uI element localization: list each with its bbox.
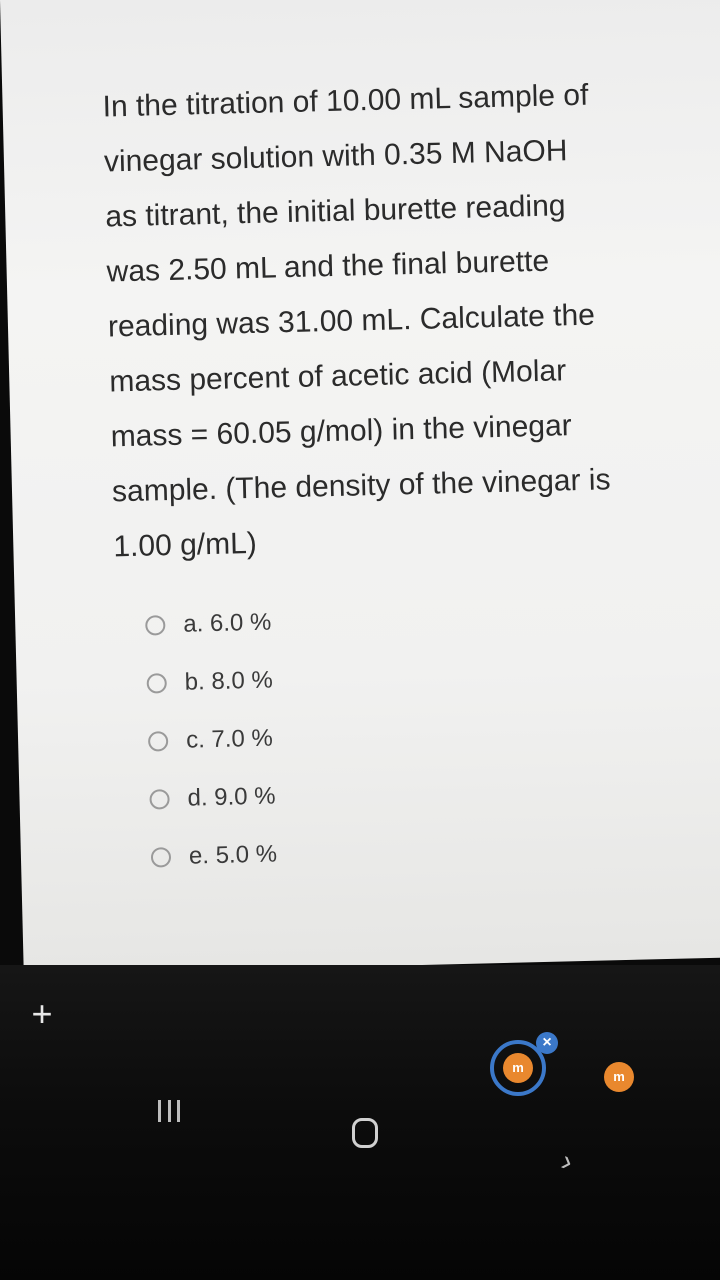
back-icon[interactable]: ›	[556, 1144, 578, 1179]
answer-option-e[interactable]	[150, 819, 551, 887]
radio-button[interactable]	[145, 615, 165, 635]
app-icon: m	[503, 1053, 533, 1083]
answer-option-c[interactable]	[147, 703, 548, 771]
radio-button[interactable]	[147, 673, 167, 693]
recents-icon[interactable]	[158, 1100, 180, 1122]
radio-button[interactable]	[149, 789, 169, 809]
answer-option-a[interactable]	[145, 587, 546, 655]
option-label: d. 9.0 %	[187, 782, 276, 812]
question-text	[102, 65, 694, 574]
question-line: 1.00 g/mL)	[112, 526, 258, 564]
option-label: a. 6.0 %	[182, 608, 272, 638]
question-line: reading was 31.00 mL. Calculate the	[107, 298, 596, 344]
question-line: vinegar solution with 0.35 M NaOH	[103, 134, 568, 179]
home-icon[interactable]	[352, 1118, 378, 1148]
question-line: was 2.50 mL and the final burette	[106, 244, 550, 289]
question-line: In the titration of 10.00 mL sample of	[102, 78, 589, 124]
answer-option-d[interactable]	[149, 761, 550, 829]
radio-button[interactable]	[151, 847, 171, 867]
plus-icon[interactable]: +	[31, 993, 53, 1034]
close-icon[interactable]: ×	[536, 1032, 558, 1054]
question-line: as titrant, the initial burette reading	[104, 189, 566, 234]
radio-button[interactable]	[148, 731, 168, 751]
option-label: b. 8.0 %	[184, 666, 274, 696]
option-label: e. 5.0 %	[188, 840, 278, 870]
question-line: sample. (The density of the vinegar is	[111, 463, 611, 509]
answer-option-b[interactable]	[146, 645, 547, 713]
question-line: mass = 60.05 g/mol) in the vinegar	[110, 409, 573, 454]
question-line: mass percent of acetic acid (Molar	[108, 354, 567, 399]
option-label: c. 7.0 %	[185, 724, 274, 754]
app-icon[interactable]: m	[604, 1062, 634, 1092]
answer-options	[145, 587, 552, 887]
